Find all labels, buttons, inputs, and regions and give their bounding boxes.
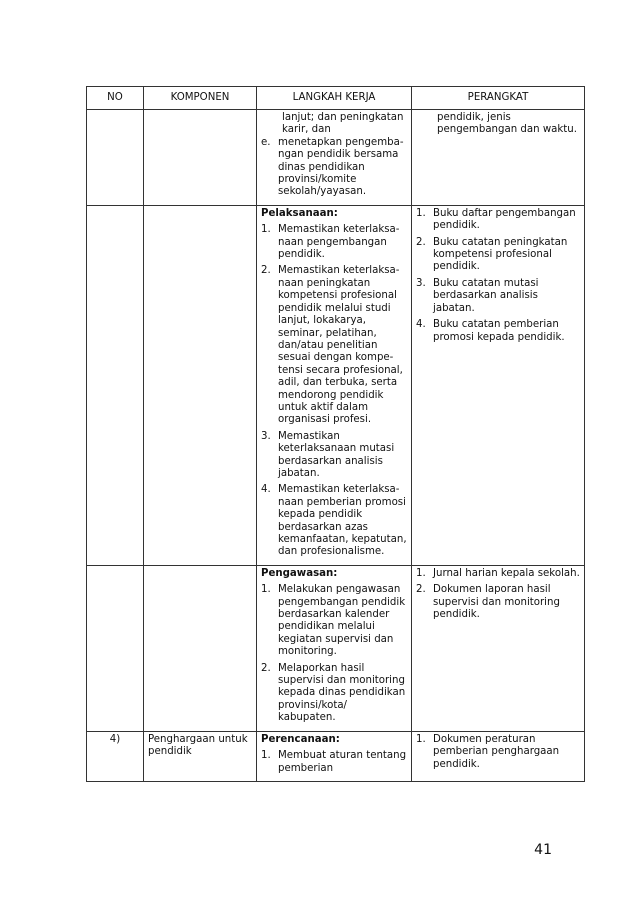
cell-perangkat — [412, 110, 585, 206]
list-marker: 2. — [261, 265, 271, 277]
list-item — [261, 265, 407, 426]
header-perangkat: PERANGKAT — [412, 87, 585, 110]
list-item — [416, 319, 580, 344]
langkah-continuation: lanjut; dan peningkatan karir, dan — [282, 112, 404, 136]
list-text: Melakukan pengawasan pengembangan pendidik berdasarkan kalender pendidikan melalui kegiatan supervisi dan monitoring. — [278, 584, 406, 658]
cell-langkah — [257, 731, 412, 781]
list-marker: 2. — [416, 236, 426, 248]
cell-komponen — [144, 205, 257, 565]
section-heading: Perencanaan: — [261, 733, 340, 745]
list-marker: 1. — [261, 224, 271, 236]
header-komponen: KOMPONEN — [144, 87, 257, 110]
list-marker: 3. — [416, 277, 426, 289]
table-row — [87, 205, 585, 565]
page-number: 41 — [534, 842, 552, 858]
header-langkah-kerja: LANGKAH KERJA — [257, 87, 412, 110]
list-item — [416, 237, 580, 274]
langkah-list — [261, 224, 407, 559]
cell-no: 4) — [87, 731, 144, 781]
cell-no — [87, 205, 144, 565]
table-row — [87, 731, 585, 781]
list-item — [416, 584, 580, 621]
list-marker: 1. — [261, 584, 271, 596]
list-text: Buku catatan pemberian promosi kepada pendidik. — [433, 319, 565, 343]
table-row — [87, 110, 585, 206]
cell-komponen — [144, 110, 257, 206]
section-heading: Pengawasan: — [261, 567, 338, 579]
list-item — [416, 568, 580, 580]
list-item — [261, 431, 407, 481]
list-text: Melaporkan hasil supervisi dan monitoring kepada dinas pendidikan provinsi/kota/ kabupaten. — [278, 662, 406, 724]
list-item — [416, 278, 580, 315]
list-item — [261, 750, 407, 775]
list-text: Memastikan keterlaksanaan mutasi berdasarkan analisis jabatan. — [278, 430, 395, 479]
list-marker: 1. — [416, 207, 426, 219]
list-marker: 2. — [416, 584, 426, 596]
list-text: menetapkan pengemba-ngan pendidik bersama dinas pendidikan provinsi/komite sekolah/yayasan. — [278, 136, 404, 198]
list-text: Jurnal harian kepala sekolah. — [433, 567, 580, 579]
cell-no — [87, 110, 144, 206]
list-marker: 3. — [261, 430, 271, 442]
list-text: Memastikan keterlaksa-naan peningkatan kompetensi profesional pendidik melalui studi lanjut, lokakarya, seminar, pelatihan, dan/atau penelitian sesuai dengan kompe-tensi secara profesional, adil, dan terbuka, serta mendorong pendidik untuk aktif dalam organisasi profesi. — [278, 265, 403, 426]
perangkat-list — [416, 568, 580, 622]
cell-langkah — [257, 205, 412, 565]
cell-no — [87, 565, 144, 731]
section-heading: Pelaksanaan: — [261, 207, 338, 219]
component-table — [86, 86, 585, 782]
cell-perangkat — [412, 565, 585, 731]
list-item — [261, 224, 407, 261]
perangkat-list — [416, 208, 580, 344]
list-marker: 1. — [416, 567, 426, 579]
header-no: NO — [87, 87, 144, 110]
cell-perangkat — [412, 205, 585, 565]
list-marker: 4. — [261, 484, 271, 496]
perangkat-list — [416, 734, 580, 771]
cell-langkah — [257, 565, 412, 731]
list-text: Memastikan keterlaksa-naan pemberian promosi kepada pendidik berdasarkan azas kemanfaatan, kepatutan, dan profesionalisme. — [278, 484, 407, 558]
cell-komponen — [144, 565, 257, 731]
perangkat-continuation: pendidik, jenis pengembangan dan waktu. — [437, 112, 577, 136]
list-item — [261, 663, 407, 725]
list-item — [416, 208, 580, 233]
cell-komponen: Penghargaan untuk pendidik — [144, 731, 257, 781]
list-marker: e. — [261, 136, 271, 148]
cell-langkah — [257, 110, 412, 206]
table-row — [87, 565, 585, 731]
list-text: Buku daftar pengembangan pendidik. — [433, 207, 576, 232]
langkah-list — [261, 137, 407, 199]
langkah-list — [261, 584, 407, 724]
list-text: Buku catatan peningkatan kompetensi profesional pendidik. — [433, 236, 568, 273]
list-marker: 2. — [261, 662, 271, 674]
list-marker: 1. — [261, 750, 271, 762]
langkah-list — [261, 750, 407, 775]
list-marker: 1. — [416, 733, 426, 745]
list-item — [416, 734, 580, 771]
list-text: Dokumen peraturan pemberian penghargaan pendidik. — [433, 733, 560, 770]
list-text: Memastikan keterlaksa-naan pengembangan pendidik. — [278, 224, 400, 261]
list-text: Buku catatan mutasi berdasarkan analisis jabatan. — [433, 277, 539, 314]
list-item — [261, 584, 407, 658]
list-text: Membuat aturan tentang pemberian — [278, 750, 407, 774]
list-marker: 4. — [416, 319, 426, 331]
table-header-row — [87, 87, 585, 110]
list-item — [261, 137, 407, 199]
list-item — [261, 484, 407, 558]
list-text: Dokumen laporan hasil supervisi dan monitoring pendidik. — [433, 584, 560, 621]
cell-perangkat — [412, 731, 585, 781]
